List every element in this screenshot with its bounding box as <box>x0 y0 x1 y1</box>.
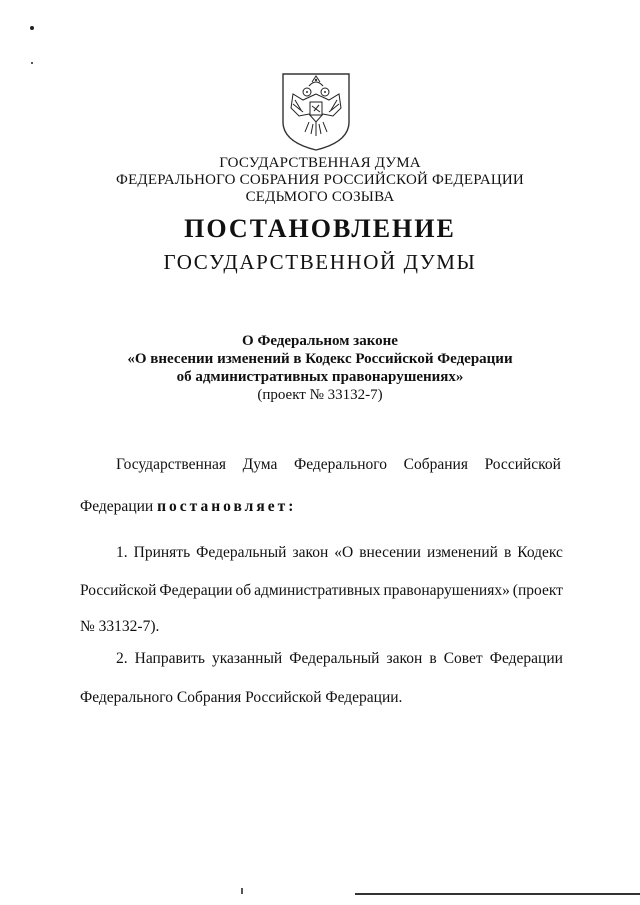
item-1-line-3: № 33132-7). <box>80 618 160 635</box>
item-1-line-2 <box>80 582 563 600</box>
word: (проект <box>512 582 563 599</box>
preamble-line-2 <box>80 498 296 516</box>
word: изменений <box>426 544 498 561</box>
word: Совет <box>443 650 483 667</box>
word: в <box>503 544 512 561</box>
page-edge-line <box>355 893 640 895</box>
word: Принять <box>133 544 191 561</box>
word: Федерации <box>80 498 154 515</box>
subject-line-4: (проект № 33132-7) <box>257 387 383 403</box>
word: административных <box>254 582 381 599</box>
word: закон <box>292 544 329 561</box>
word: внесении <box>359 544 421 561</box>
item-1-line-1 <box>116 544 563 562</box>
document-title: ПОСТАНОВЛЕНИЕ <box>184 214 456 243</box>
word: Федеральный <box>196 544 287 561</box>
subject-line-1: О Федеральном законе <box>242 333 398 349</box>
word: Российской <box>80 582 157 599</box>
word: Кодекс <box>517 544 563 561</box>
resolves-word: постановляет: <box>157 498 297 515</box>
word: Федерации <box>159 582 233 599</box>
word: Федеральный <box>289 650 380 667</box>
word: закон <box>386 650 423 667</box>
scan-speck <box>31 62 33 64</box>
header-line-3: СЕДЬМОГО СОЗЫВА <box>245 189 395 205</box>
word: в <box>429 650 437 667</box>
coat-of-arms-icon <box>279 70 353 152</box>
word: Собрания <box>403 456 468 473</box>
item-2-line-1 <box>116 650 563 668</box>
word: Федерации <box>489 650 563 667</box>
word: 1. <box>116 544 128 561</box>
header-line-2: ФЕДЕРАЛЬНОГО СОБРАНИЯ РОССИЙСКОЙ ФЕДЕРАЦИИ <box>116 172 524 188</box>
word: Направить <box>134 650 205 667</box>
word: «О <box>334 544 354 561</box>
word: Российской <box>484 456 561 473</box>
word: Дума <box>242 456 278 473</box>
scan-mark <box>241 888 243 894</box>
word: указанный <box>211 650 283 667</box>
word: правонарушениях» <box>383 582 510 599</box>
subject-line-2: «О внесении изменений в Кодекс Российской Федерации <box>127 351 513 367</box>
subject-line-3: об административных правонарушениях» <box>176 369 464 385</box>
word: Государственная <box>116 456 227 473</box>
word: об <box>235 582 252 599</box>
header-line-1: ГОСУДАРСТВЕННАЯ ДУМА <box>219 155 421 171</box>
document-subtitle: ГОСУДАРСТВЕННОЙ ДУМЫ <box>163 250 477 274</box>
word: 2. <box>116 650 128 667</box>
item-2-line-2: Федерального Собрания Российской Федерации. <box>80 689 403 706</box>
preamble-line-1 <box>116 456 561 474</box>
word: Федерального <box>293 456 388 473</box>
scan-speck <box>30 26 34 30</box>
